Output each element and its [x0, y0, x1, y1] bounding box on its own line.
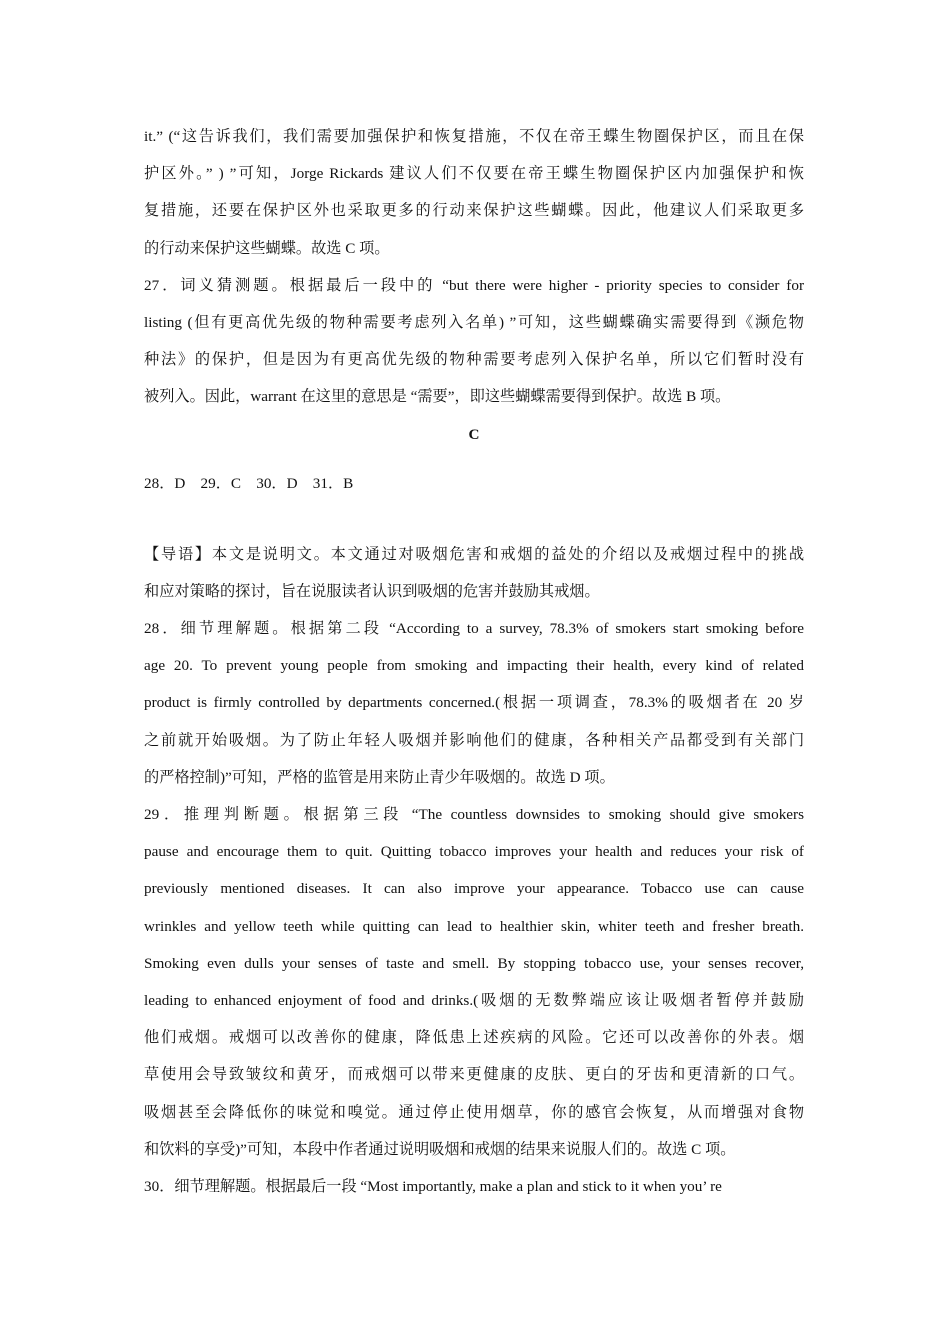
text-line: 29．推理判断题。根据第三段 “The countless downsides to smoking should give smokers — [144, 806, 804, 823]
text-line: 和应对策略的探讨，旨在说服读者认识到吸烟的危害并鼓励其戒烟。 — [144, 582, 600, 600]
text-line: product is firmly controlled by departments concerned.(根据一项调查，78.3%的吸烟者在 20 岁 — [144, 694, 804, 712]
text-line: 30．细节理解题。根据最后一段 “Most importantly, make a plan and stick to it when you’ re — [144, 1177, 722, 1195]
text-line: 的行动来保护这些蝴蝶。故选 C 项。 — [144, 239, 390, 257]
text-line: 之前就开始吸烟。为了防止年轻人吸烟并影响他们的健康，各种相关产品都受到有关部门 — [144, 731, 804, 749]
explanation-q27 — [144, 267, 804, 416]
text-line: 【导语】本文是说明文。本文通过对吸烟危害和戒烟的益处的介绍以及戒烟过程中的挑战 — [144, 545, 804, 563]
explanation-q26-continued — [144, 118, 804, 267]
explanation-q28 — [144, 610, 804, 796]
text-line: Smoking even dulls your senses of taste and smell. By stopping tobacco use, your senses recover, — [144, 954, 804, 972]
answer-key-line: 28．D 29．C 30．D 31．B — [144, 474, 354, 492]
document-page — [144, 118, 804, 1205]
explanation-q29 — [144, 796, 804, 1168]
text-line: age 20. To prevent young people from smoking and impacting their health, every kind of related — [144, 657, 804, 675]
passage-intro — [144, 536, 804, 610]
text-line: 28．细节理解题。根据第二段 “According to a survey, 78.3% of smokers start smoking before — [144, 620, 804, 638]
text-line: 吸烟甚至会降低你的味觉和嗅觉。通过停止使用烟草，你的感官会恢复，从而增强对食物 — [144, 1103, 804, 1121]
text-line: 被列入。因此，warrant 在这里的意思是 “需要”，即这些蝴蝶需要得到保护。故选 B 项。 — [144, 388, 731, 406]
section-heading: C — [468, 425, 480, 443]
text-line: 护区外。” ) ”可知，Jorge Rickards 建议人们不仅要在帝王蝶生物圈保护区内加强保护和恢 — [144, 165, 804, 183]
spacer — [144, 502, 804, 536]
text-line: 种法》的保护，但是因为有更高优先级的物种需要考虑列入保护名单，所以它们暂时没有 — [144, 351, 804, 369]
text-line: 草使用会导致皱纹和黄牙，而戒烟可以带来更健康的皮肤、更白的牙齿和更清新的口气。 — [144, 1066, 804, 1084]
text-line: leading to enhanced enjoyment of food and drinks.(吸烟的无数弊端应该让吸烟者暂停并鼓励 — [144, 991, 804, 1009]
text-line: pause and encourage them to quit. Quitting tobacco improves your health and reduces your risk of — [144, 843, 804, 861]
text-line: previously mentioned diseases. It can also improve your appearance. Tobacco use can cause — [144, 880, 804, 898]
text-line: 和饮料的享受)”可知，本段中作者通过说明吸烟和戒烟的结果来说服人们的。故选 C 项。 — [144, 1140, 736, 1158]
text-line: 27．词义猜测题。根据最后一段中的 “but there were higher - priority species to consider for — [144, 276, 804, 294]
text-line: wrinkles and yellow teeth while quitting can lead to healthier skin, whiter teeth and fresher breath. — [144, 917, 804, 935]
text-line: it.” (“这告诉我们，我们需要加强保护和恢复措施，不仅在帝王蝶生物圈保护区，而且在保 — [144, 128, 804, 145]
explanation-q30 — [144, 1168, 804, 1205]
text-line: 的严格控制)”可知，严格的监管是用来防止青少年吸烟的。故选 D 项。 — [144, 768, 615, 786]
text-line: 他们戒烟。戒烟可以改善你的健康，降低患上述疾病的风险。它还可以改善你的外表。烟 — [144, 1029, 804, 1047]
text-line: 复措施，还要在保护区外也采取更多的行动来保护这些蝴蝶。因此，他建议人们采取更多 — [144, 202, 804, 220]
text-line: listing (但有更高优先级的物种需要考虑列入名单) ”可知，这些蝴蝶确实需要得到《濒危物 — [144, 313, 804, 331]
